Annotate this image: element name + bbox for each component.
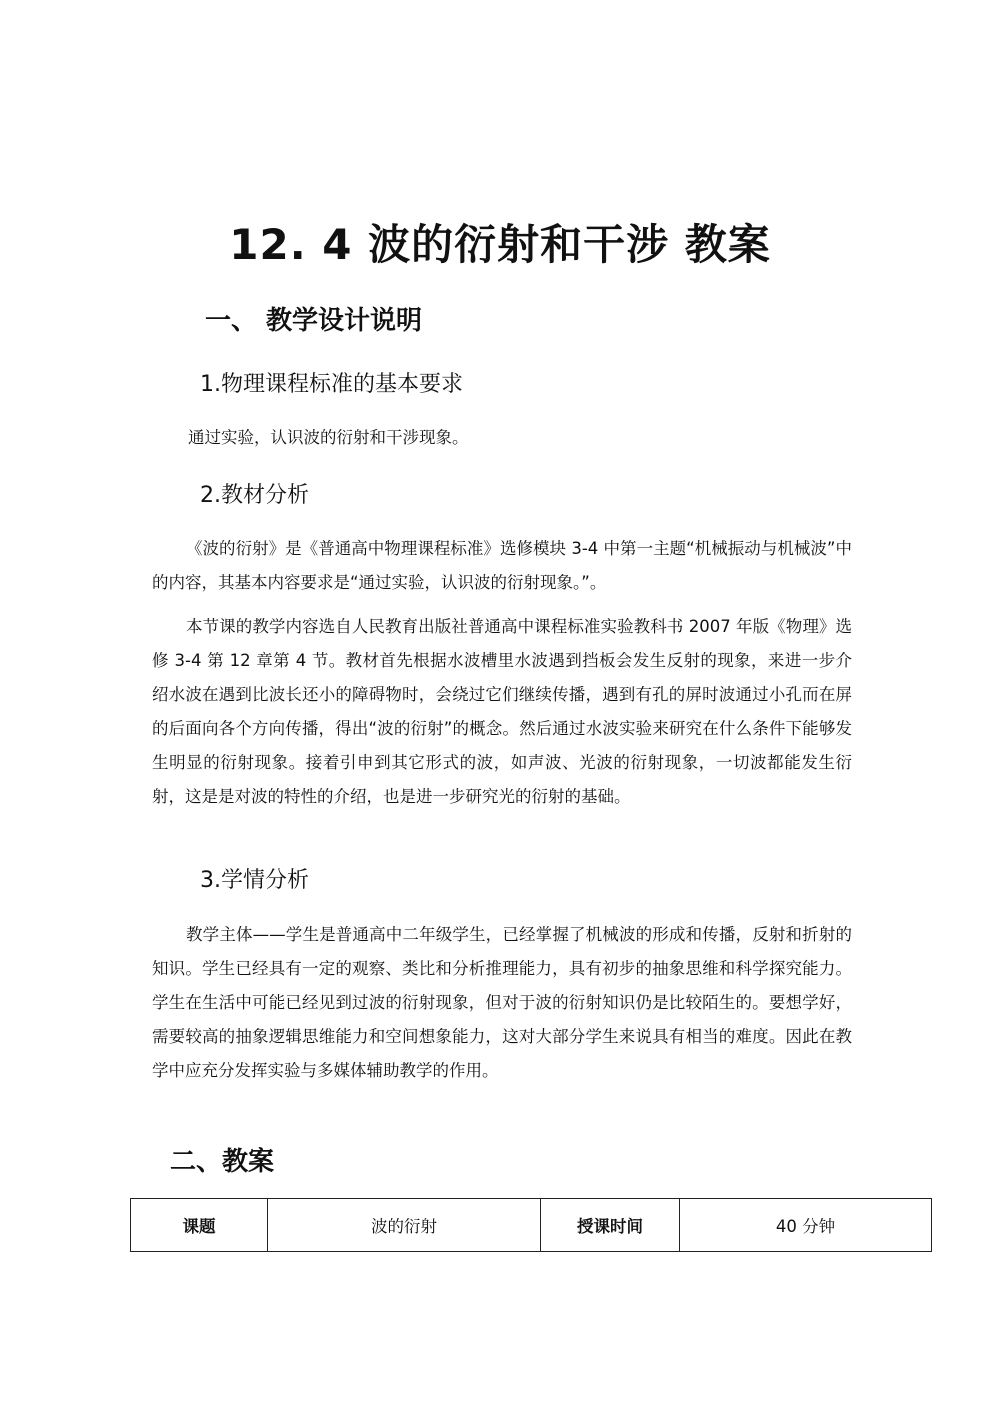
textbook-analysis-paragraph-1: 《波的衍射》是《普通高中物理课程标准》选修模块 3-4 中第一主题“机械振动与机械波”中的内容，其基本内容要求是“通过实验，认识波的衍射现象。”。 bbox=[152, 539, 852, 592]
topic-label-cell: 课题 bbox=[131, 1199, 268, 1252]
textbook-analysis-paragraph-2: 本节课的教学内容选自人民教育出版社普通高中课程标准实验教科书 2007 年版《物理》选修 3-4 第 12 章第 4 节。教材首先根据水波槽里水波遇到挡板会发生反射的现象，来进一步介绍水波在遇到比波长还小的障碍物时，会绕过它们继续传播，遇到有孔的屏时波通过小孔而在屏的后面向各个方向传播，得出“波的衍射”的概念。然后通过水波实验来研究在什么条件下能够发生明显的衍射现象。接着引申到其它形式的波，如声波、光波的衍射现象，一切波都能发生衍射，这是是对波的特性的介绍，也是进一步研究光的衍射的基础。 bbox=[152, 617, 852, 806]
table-row bbox=[131, 1199, 932, 1252]
section-heading-lesson-plan: 二、教案 bbox=[170, 1147, 275, 1177]
subheading-learner-analysis: 3.学情分析 bbox=[200, 868, 309, 893]
learner-analysis-paragraph: 教学主体——学生是普通高中二年级学生，已经掌握了机械波的形成和传播，反射和折射的知识。学生已经具有一定的观察、类比和分析推理能力，具有初步的抽象思维和科学探究能力。学生在生活中可能已经见到过波的衍射现象，但对于波的衍射知识仍是比较陌生的。要想学好，需要较高的抽象逻辑思维能力和空间想象能力，这对大部分学生来说具有相当的难度。因此在教学中应充分发挥实验与多媒体辅助教学的作用。 bbox=[152, 925, 852, 1080]
document-title: 12. 4 波的衍射和干涉 教案 bbox=[229, 220, 771, 269]
time-value-cell: 40 分钟 bbox=[680, 1199, 932, 1252]
curriculum-standard-text: 通过实验，认识波的衍射和干涉现象。 bbox=[188, 428, 469, 447]
time-label-cell: 授课时间 bbox=[541, 1199, 680, 1252]
subheading-curriculum-standard: 1.物理课程标准的基本要求 bbox=[200, 372, 463, 397]
subheading-textbook-analysis: 2.教材分析 bbox=[200, 483, 309, 508]
topic-value-cell: 波的衍射 bbox=[268, 1199, 541, 1252]
section-heading-design: 一、 教学设计说明 bbox=[205, 306, 423, 336]
lesson-info-table bbox=[130, 1198, 932, 1252]
